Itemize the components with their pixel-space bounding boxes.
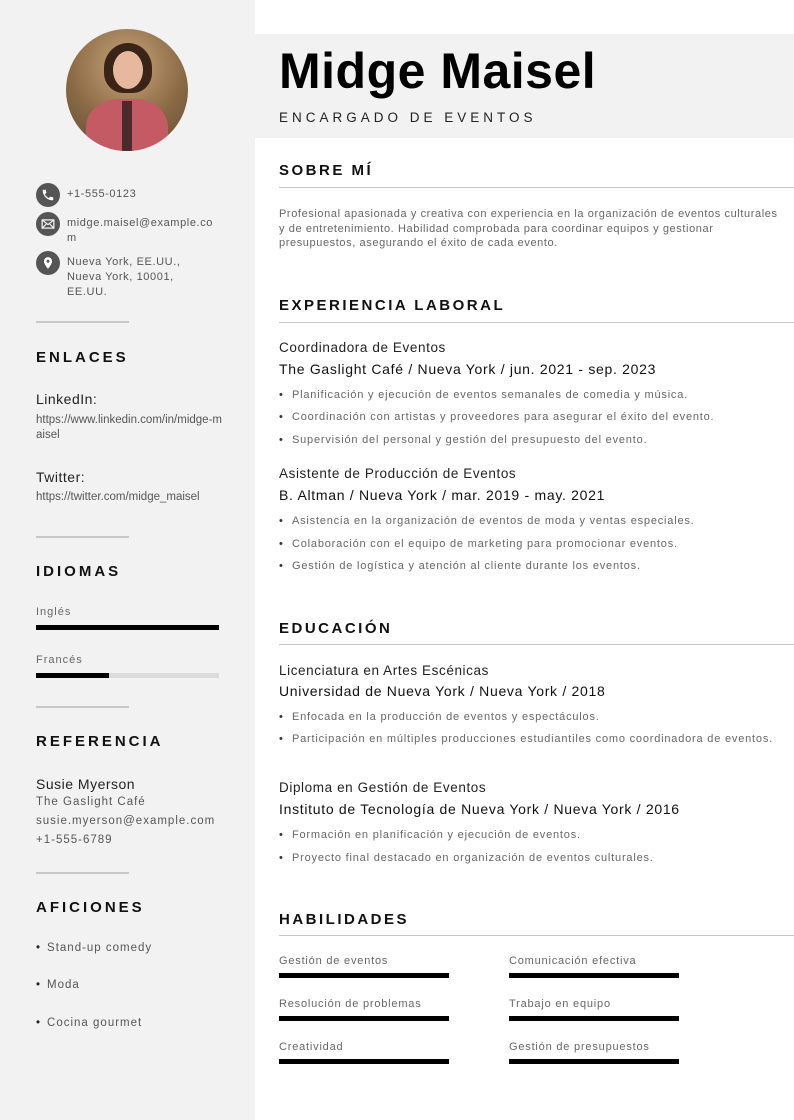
degree-title: Licenciatura en Artes Escénicas (279, 663, 489, 678)
address-text: Nueva York, EE.UU., Nueva York, 10001, EE.UU. (67, 256, 181, 298)
main-content (255, 0, 794, 1120)
skill-bar (279, 1016, 449, 1021)
about-heading: SOBRE MÍ (279, 162, 374, 179)
skill-bar (509, 1016, 679, 1021)
degree-title: Diploma en Gestión de Eventos (279, 780, 487, 795)
reference-company: The Gaslight Café (36, 796, 146, 808)
skill-label: Comunicación efectiva (509, 955, 637, 967)
job-bullet: • Asistencia en la organización de eventos de moda y ventas especiales. (279, 514, 779, 528)
language-label-french: Francés (36, 654, 83, 666)
skills-heading: HABILIDADES (279, 911, 410, 928)
candidate-role: ENCARGADO DE EVENTOS (279, 110, 537, 125)
divider (36, 872, 129, 874)
degree-bullet: • Participación en múltiples producciones estudiantiles como coordinadora de eventos. (279, 732, 779, 746)
job-bullet: • Supervisión del personal y gestión del presupuesto del evento. (279, 433, 779, 447)
language-label-english: Inglés (36, 606, 72, 618)
linkedin-label: LinkedIn: (36, 391, 98, 407)
location-pin-icon (36, 251, 60, 275)
profile-photo (66, 29, 188, 151)
candidate-name: Midge Maisel (279, 43, 597, 99)
hobby-item: • Stand-up comedy (36, 942, 152, 954)
skill-bar (509, 973, 679, 978)
contact-address (36, 251, 187, 300)
skill-bar (279, 973, 449, 978)
language-bar-french (36, 673, 219, 678)
degree-subtitle: Instituto de Tecnología de Nueva York / Nueva York / 2016 (279, 801, 680, 817)
skill-label: Trabajo en equipo (509, 998, 611, 1010)
degree-subtitle: Universidad de Nueva York / Nueva York / 2018 (279, 683, 606, 699)
sidebar (0, 0, 255, 1120)
job-bullet: • Coordinación con artistas y proveedores para asegurar el éxito del evento. (279, 410, 779, 424)
linkedin-link[interactable]: https://www.linkedin.com/in/midge-maisel (36, 414, 222, 441)
job-bullet: • Gestión de logística y atención al cliente durante los eventos. (279, 559, 779, 573)
hobbies-heading: AFICIONES (36, 899, 145, 916)
phone-icon (36, 183, 60, 207)
divider (36, 536, 129, 538)
skill-label: Creatividad (279, 1041, 344, 1053)
skill-label: Gestión de presupuestos (509, 1041, 650, 1053)
degree-bullet: • Enfocada en la producción de eventos y espectáculos. (279, 710, 779, 724)
about-text: Profesional apasionada y creativa con experiencia en la organización de eventos culturales y de entretenimiento. Habilidad comprobada para coordinar equipos y gestionar presupuestos, asegurando el éxito de cada evento. (279, 208, 778, 249)
job-subtitle: B. Altman / Nueva York / mar. 2019 - may. 2021 (279, 487, 606, 503)
section-divider (279, 935, 794, 936)
job-bullet: • Planificación y ejecución de eventos semanales de comedia y música. (279, 388, 779, 402)
experience-heading: EXPERIENCIA LABORAL (279, 297, 506, 314)
section-divider (279, 644, 794, 645)
contact-phone (36, 183, 217, 207)
twitter-label: Twitter: (36, 469, 86, 485)
skill-bar (279, 1059, 449, 1064)
divider (36, 706, 129, 708)
reference-phone: +1-555-6789 (36, 834, 113, 846)
hobby-item: • Moda (36, 979, 80, 991)
skill-label: Gestión de eventos (279, 955, 389, 967)
skill-label: Resolución de problemas (279, 998, 422, 1010)
degree-bullet: • Formación en planificación y ejecución de eventos. (279, 828, 779, 842)
divider (36, 321, 129, 323)
reference-name: Susie Myerson (36, 776, 136, 792)
job-subtitle: The Gaslight Café / Nueva York / jun. 2021 - sep. 2023 (279, 361, 657, 377)
section-divider (279, 322, 794, 323)
language-bar-english (36, 625, 219, 630)
degree-bullet: • Proyecto final destacado en organización de eventos culturales. (279, 851, 779, 865)
job-title: Asistente de Producción de Eventos (279, 466, 517, 481)
reference-email[interactable]: susie.myerson@example.com (36, 815, 216, 827)
skill-bar (509, 1059, 679, 1064)
phone-text: +1-555-0123 (67, 188, 137, 200)
twitter-link[interactable]: https://twitter.com/midge_maisel (36, 491, 200, 503)
section-divider (279, 187, 794, 188)
links-heading: ENLACES (36, 349, 129, 366)
education-heading: EDUCACIÓN (279, 620, 393, 637)
hobby-item: • Cocina gourmet (36, 1017, 142, 1029)
email-icon (36, 212, 60, 236)
reference-heading: REFERENCIA (36, 733, 164, 750)
languages-heading: IDIOMAS (36, 563, 122, 580)
job-title: Coordinadora de Eventos (279, 340, 446, 355)
contact-email[interactable] (36, 212, 217, 246)
job-bullet: • Colaboración con el equipo de marketing para promocionar eventos. (279, 537, 779, 551)
email-text[interactable]: midge.maisel@example.com (67, 217, 214, 244)
